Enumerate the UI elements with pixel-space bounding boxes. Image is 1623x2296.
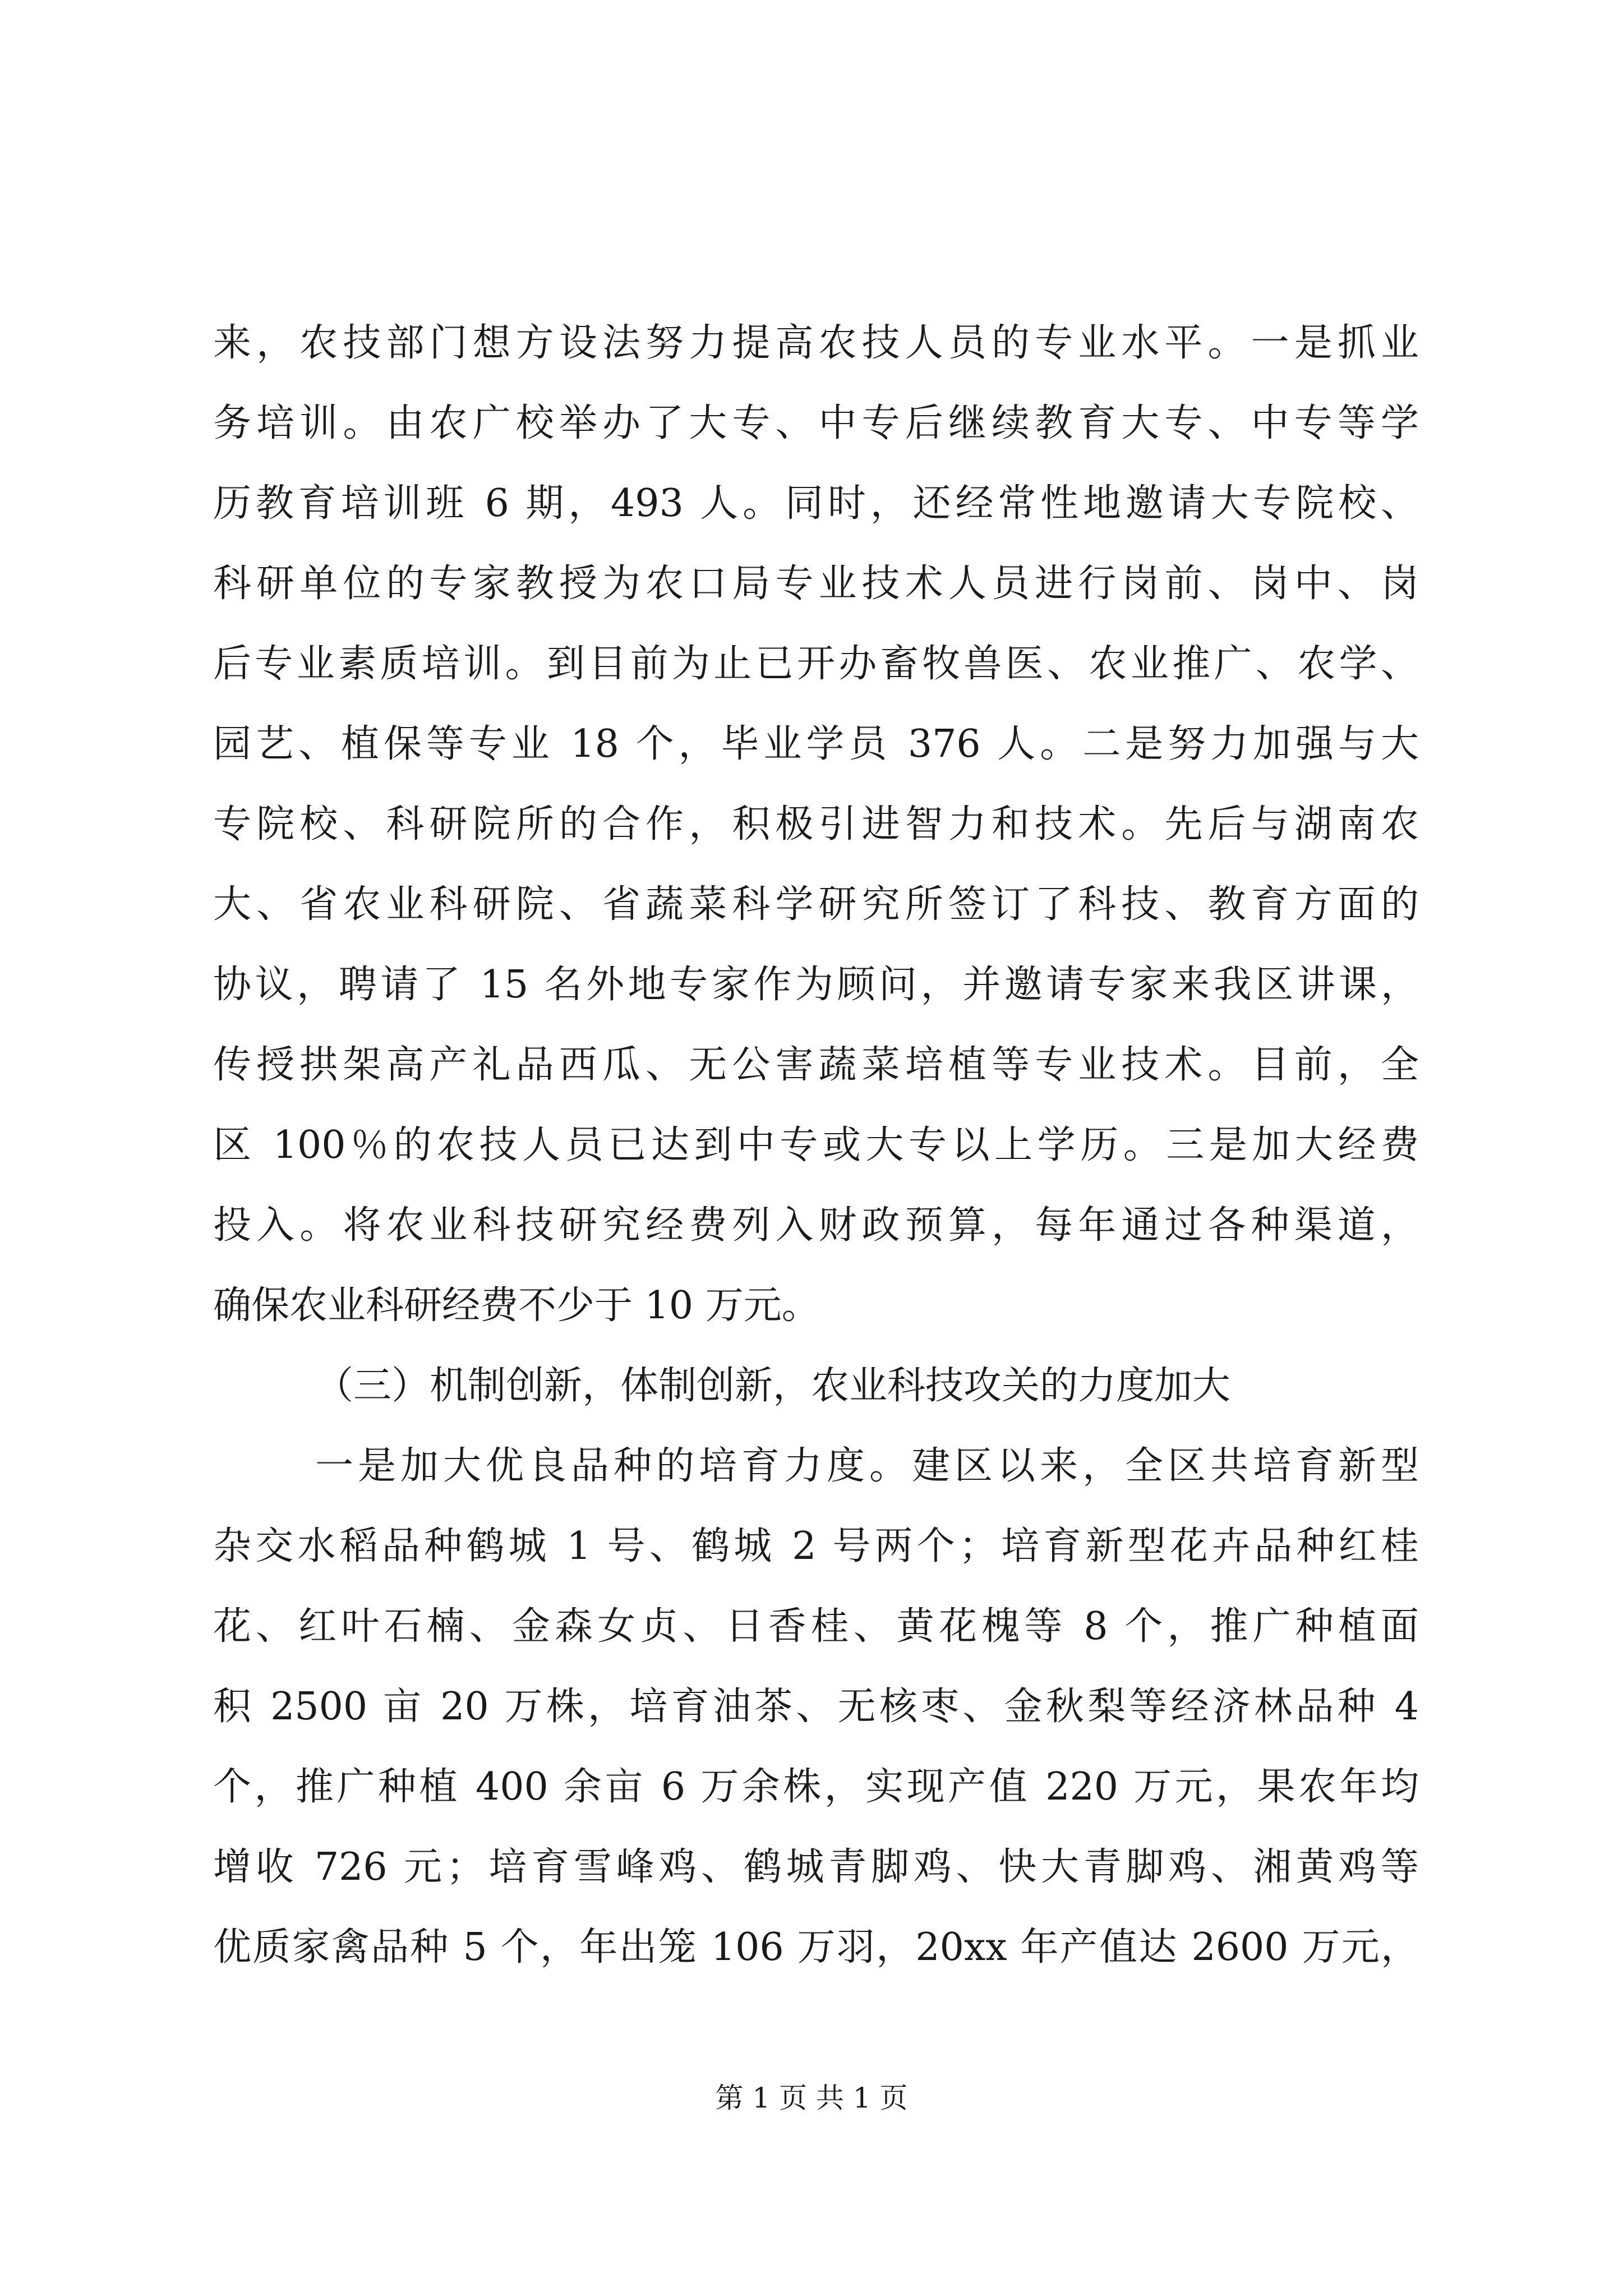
text-line: 花、红叶石楠、金森女贞、日香桂、黄花槐等 8 个，推广种植面 — [213, 1604, 1419, 1649]
text-line: 一是加大优良品种的培育力度。建区以来，全区共培育新型 — [315, 1444, 1419, 1488]
page-footer: 第 1 页 共 1 页 — [715, 2082, 908, 2114]
text-line: 后专业素质培训。到目前为止已开办畜牧兽医、农业推广、农学、 — [213, 642, 1419, 686]
text-line: 专院校、科研院所的合作，积极引进智力和技术。先后与湖南农 — [213, 802, 1419, 846]
text-line: 优质家禽品种 5 个，年出笼 106 万羽，20xx 年产值达 2600 万元， — [213, 1925, 1419, 1970]
text-line: 投入。将农业科技研究经费列入财政预算，每年通过各种渠道， — [213, 1203, 1419, 1248]
text-line: 增收 726 元；培育雪峰鸡、鹤城青脚鸡、快大青脚鸡、湘黄鸡等 — [213, 1845, 1419, 1889]
text-line: 个，推广种植 400 余亩 6 万余株，实现产值 220 万元，果农年均 — [213, 1765, 1419, 1809]
text-line: 协议，聘请了 15 名外地专家作为顾问，并邀请专家来我区讲课， — [213, 963, 1419, 1007]
text-line: 区 100％的农技人员已达到中专或大专以上学历。三是加大经费 — [213, 1123, 1419, 1167]
text-line: 传授拱架高产礼品西瓜、无公害蔬菜培植等专业技术。目前，全 — [213, 1043, 1419, 1087]
text-line: 大、省农业科研院、省蔬菜科学研究所签订了科技、教育方面的 — [213, 882, 1419, 927]
text-line: 积 2500 亩 20 万株，培育油茶、无核枣、金秋梨等经济林品种 4 — [213, 1685, 1419, 1729]
text-line: 务培训。由农广校举办了大专、中专后继续教育大专、中专等学 — [213, 401, 1419, 445]
text-line: 园艺、植保等专业 18 个，毕业学员 376 人。二是努力加强与大 — [213, 722, 1419, 766]
text-line: 确保农业科研经费不少于 10 万元。 — [213, 1283, 820, 1328]
text-line: 历教育培训班 6 期，493 人。同时，还经常性地邀请大专院校、 — [213, 481, 1419, 526]
body-text — [213, 303, 1419, 1987]
section-heading: （三）机制创新，体制创新，农业科技攻关的力度加大 — [315, 1364, 1231, 1408]
text-line: 杂交水稻品种鹤城 1 号、鹤城 2 号两个；培育新型花卉品种红桂 — [213, 1524, 1419, 1568]
text-line: 科研单位的专家教授为农口局专业技术人员进行岗前、岗中、岗 — [213, 562, 1419, 606]
text-line: 来，农技部门想方设法努力提高农技人员的专业水平。一是抓业 — [213, 321, 1419, 365]
